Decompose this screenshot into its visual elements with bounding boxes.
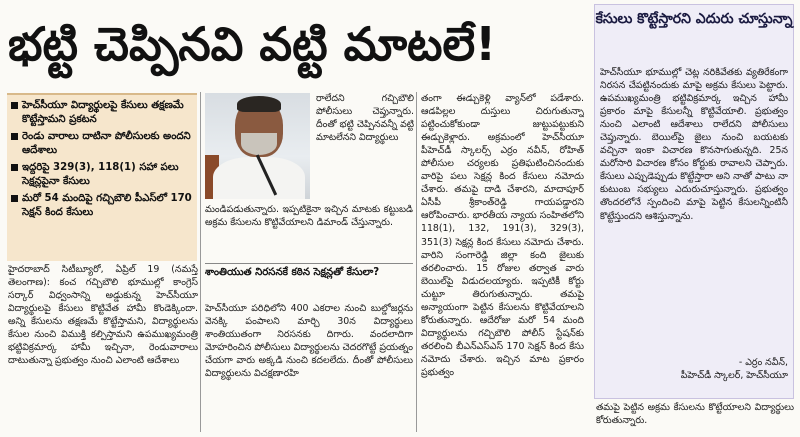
sidebar-title: కేసులు కొట్టేస్తారని ఎదురు చూస్తున్నా xyxy=(595,11,793,27)
highlight-text: ఇద్దరిపై 329(3), 118(1) సహా పలు సెక్షన్లపైనా కేసులు xyxy=(22,162,179,187)
column-divider xyxy=(416,92,417,432)
highlight-item xyxy=(11,192,193,219)
politician-photo xyxy=(205,93,310,199)
highlights-box xyxy=(7,93,197,261)
sidebar-signature-role: పీహెచ్‌డీ స్కాలర్, హెచ్‌సీయూ xyxy=(680,370,788,381)
bullet-square-icon xyxy=(11,195,18,202)
article-column-3: తంగా ఈడ్చుకెళ్లి వ్యాన్‌లో పడేశారు. ఆడపిల్లల దుస్తులు చిరుగుతున్నా పట్టించుకోకుండా జుట్టుపట్టుకుని ఈడ్చుకెళ్లారు. అక్రమంలో హెచ్‌సీయూ పీహెచ్‌డీ స్కాలర్స్ ఎర్రం నవీన్, రోహిత్ పోలీసుల చర్యలకు ప్రతిఘటించినందుకు వారిపై పలు సెక్షన్ల కింద కేసులు నమోదు చేశారు. తమపై దాడి చేశారని, మాదాపూర్ ఏసీపీ శ్రీకాంత్‌రెడ్డి గాయపడ్డారని ఆరోపించారు. భారతీయ న్యాయ సంహితలోని 118(1), 132, 191(3), 329(3), 351(3) సెక్షన్ల కింద కేసులు నమోదు చేశారు. వారిని సంగారెడ్డి జిల్లా కంది జైలుకు తరలించారు. 15 రోజుల తర్వాత వారు బెయిల్‌పై విడుదలయ్యారు. ఇప్పటికీ కోర్టు చుట్టూ తిరుగుతున్నారు. తమపై అన్యాయంగా పెట్టిన కేసులను కొట్టివేయాలని కోరుతున్నారు. ఆదేరోజు మరో 54 మంది విద్యార్థులను గచ్చిబౌలి పోలీస్ స్టేషన్‌కు తరలించి బీఎన్ఎస్ఎస్ 170 సెక్షన్ కింద కేసు నమోదు చేశారు. ఇచ్చిన మాట ప్రకారం ప్రభుత్వం xyxy=(421,93,584,378)
subheading: శాంతియుత నిరసనకే కఠిన సెక్షన్లతో కేసులా? xyxy=(205,263,413,302)
article-column-2-bottom: హెచ్‌సీయూ పరిధిలోని 400 ఎకరాల నుంచి బుల్డోజర్లను వెనక్కి పంపాలని మార్చి 30న విద్యార్థులు శాంతియుతంగా నిరసనకు దిగారు. వందలాదిగా మోహరించిన పోలీసులు విద్యార్థులను చెదరగొట్టే ప్రయత్నం చేయగా వారు అక్కడి నుంచి కదలలేదు. దీంతో పోలీసులు విద్యార్థులను విచక్షణారహి xyxy=(205,303,413,380)
article-column-1: హైదరాబాద్ సిటీబ్యూరో, ఏప్రిల్ 19 (నమస్తే తెలంగాణ): కంచ గచ్చిబౌలి భూముల్లో కాంగ్రెస్ సర్కార్ విధ్వంసాన్ని అడ్డుకున్న హెచ్‌సీయూ విద్యార్థులపై కేసులు కొట్టివేత హామీ కొండెక్కిందా. అన్ని కేసులను తక్షణమే కొట్టేస్తామని, విద్యార్థులను కేసుల నుంచి విముక్తి కల్పిస్తామని ఉపముఖ్యమంత్రి భట్టివిక్రమార్క హామీ ఇచ్చినా, రెండువారాలు దాటుతున్నా ప్రభుత్వం నుంచి ఎలాంటి ఆదేశాలు xyxy=(8,264,198,367)
highlight-item xyxy=(11,99,193,126)
highlight-item xyxy=(11,130,193,157)
article-column-2-middle: మండిపడుతున్నారు. ఇప్పటికైనా ఇచ్చిన మాటకు కట్టుబడి అక్రమ కేసులను కొట్టివేయాలని డిమాండ్ చేస్తున్నారు. xyxy=(205,204,413,229)
highlight-text: రెండు వారాలు దాటినా పోలీసులకు అందని ఆదేశాలు xyxy=(22,131,191,156)
column-divider xyxy=(200,92,201,432)
bullet-square-icon xyxy=(11,102,18,109)
article-column-4-end: తమపై పెట్టిన అక్రమ కేసులను కొట్టేయాలని విద్యార్థులు కోరుతున్నారు. xyxy=(596,402,794,427)
sidebar-body: హెచ్‌సీయూ భూముల్లో చెట్ల నరికివేతకు వ్యతిరేకంగా నిరసన చేపట్టినందుకు మాపై అక్రమ కేసులు పెట్టారు. ఉపముఖ్యమంత్రి భట్టివిక్రమార్క ఇచ్చిన హామీ ప్రకారం మాపై కేసులన్నీ కొట్టివేయాలి. ప్రభుత్వం నుంచి ఎలాంటి ఆదేశాలు రాలేదని పోలీసులు చెప్తున్నారు. బెయిల్‌పై జైలు నుంచి బయటకు వచ్చినా ఇంకా విచారణ కొనసాగుతున్నది. 25న మరోసారి విచారణ కోసం కోర్టుకు రావాలని చెప్పారు. కేసులు ఎప్పుడెప్పుడు కొట్టేస్తారా అని నాతో పాటు నా కుటుంబ సభ్యులు ఎదురుచూస్తున్నారు. ప్రభుత్వం తొందరలోనే స్పందించి మాపై పెట్టిన కేసులన్నింటినీ కొట్టేస్తుందని ఆశిస్తున్నాను. xyxy=(600,67,788,222)
headline: భట్టి చెప్పినవి వట్టి మాటలే! xyxy=(8,17,497,71)
bullet-square-icon xyxy=(11,133,18,140)
highlight-text: హెచ్‌సీయూ విద్యార్థులపై కేసులు తక్షణమే కొట్టేస్తామని ప్రకటన xyxy=(22,100,184,125)
sidebar-signature-name: - ఎర్రం నవీన్, xyxy=(738,357,788,368)
highlight-text: మరో 54 మందిపై గచ్చిబౌలి పీఎస్‌లో 170 సెక్షన్ కింద కేసులు xyxy=(22,193,192,218)
highlight-item xyxy=(11,161,193,188)
article-column-2-top: రాలేదని గచ్చిబౌలి పోలీసులు చెప్తున్నారు. దీంతో భట్టి చెప్పినవన్నీ వట్టి మాటలేనని విద్యార్థులు xyxy=(316,93,414,144)
bullet-square-icon xyxy=(11,164,18,171)
